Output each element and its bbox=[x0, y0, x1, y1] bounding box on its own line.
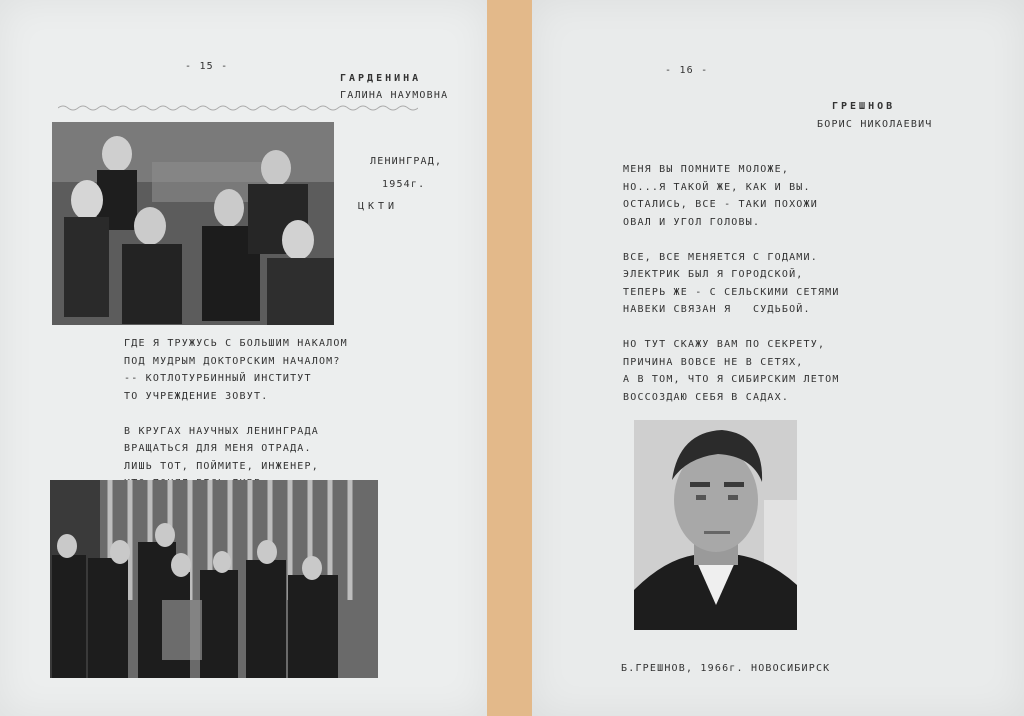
org-label: ЦКТИ bbox=[358, 201, 399, 212]
given-names-right: БОРИС НИКОЛАЕВИЧ bbox=[817, 119, 933, 130]
poem-line: МЕНЯ ВЫ ПОМНИТЕ МОЛОЖЕ, bbox=[623, 164, 790, 175]
poem-line: ПРИЧИНА ВОВСЕ НЕ В СЕТЯХ, bbox=[623, 356, 804, 368]
place-label: ЛЕНИНГРАД, bbox=[370, 156, 443, 167]
poem-line: ПОД МУДРЫМ ДОКТОРСКИМ НАЧАЛОМ? bbox=[124, 355, 341, 367]
poem-line bbox=[623, 319, 840, 337]
poem-line: НО...Я ТАКОЙ ЖЕ, КАК И ВЫ. bbox=[623, 181, 811, 193]
poem-line: ЭЛЕКТРИК БЫЛ Я ГОРОДСКОЙ, bbox=[623, 269, 804, 280]
poem-line: -- КОТЛОТУРБИННЫЙ ИНСТИТУТ bbox=[124, 373, 312, 384]
poem-right bbox=[623, 161, 840, 406]
poem-line: ТЕПЕРЬ ЖЕ - С СЕЛЬСКИМИ СЕТЯМИ bbox=[623, 286, 840, 298]
surname-left: ГАРДЕНИНА bbox=[340, 73, 422, 84]
right-page bbox=[532, 0, 1024, 716]
poem-line: ВРАЩАТЬСЯ ДЛЯ МЕНЯ ОТРАДА. bbox=[124, 443, 312, 454]
group-photo-bottom bbox=[50, 480, 378, 678]
poem-line: ОВАЛ И УГОЛ ГОЛОВЫ. bbox=[623, 216, 761, 228]
portrait-caption: Б.ГРЕШНОВ, 1966г. НОВОСИБИРСК bbox=[621, 663, 831, 674]
poem-line: В КРУГАХ НАУЧНЫХ ЛЕНИНГРАДА bbox=[124, 425, 319, 437]
poem-left bbox=[124, 335, 348, 493]
poem-line: НАВЕКИ СВЯЗАН Я СУДЬБОЙ. bbox=[623, 304, 811, 315]
poem-line bbox=[124, 405, 348, 423]
wavy-divider bbox=[58, 104, 418, 112]
given-names-left: ГАЛИНА НАУМОВНА bbox=[340, 90, 449, 101]
portrait-photo bbox=[634, 420, 797, 630]
poem-line: НО ТУТ СКАЖУ ВАМ ПО СЕКРЕТУ, bbox=[623, 339, 826, 350]
year-label: 1954г. bbox=[382, 179, 426, 190]
poem-line: ГДЕ Я ТРУЖУСЬ С БОЛЬШИМ НАКАЛОМ bbox=[124, 338, 348, 349]
poem-line: ВСЕ, ВСЕ МЕНЯЕТСЯ С ГОДАМИ. bbox=[623, 251, 818, 263]
surname-right: ГРЕШНОВ bbox=[832, 101, 896, 112]
page-number-left: - 15 - bbox=[185, 61, 229, 72]
poem-line bbox=[623, 231, 840, 249]
left-page bbox=[0, 0, 487, 716]
poem-line: ЛИШЬ ТОТ, ПОЙМИТЕ, ИНЖЕНЕР, bbox=[124, 460, 319, 472]
group-photo-top bbox=[52, 122, 334, 325]
poem-line: ВОССОЗДАЮ СЕБЯ В САДАХ. bbox=[623, 391, 790, 403]
page-number-right: - 16 - bbox=[665, 65, 709, 76]
poem-line: А В ТОМ, ЧТО Я СИБИРСКИМ ЛЕТОМ bbox=[623, 374, 840, 385]
poem-line: ОСТАЛИСЬ, ВСЕ - ТАКИ ПОХОЖИ bbox=[623, 199, 818, 210]
poem-line: ТО УЧРЕЖДЕНИЕ ЗОВУТ. bbox=[124, 390, 269, 402]
